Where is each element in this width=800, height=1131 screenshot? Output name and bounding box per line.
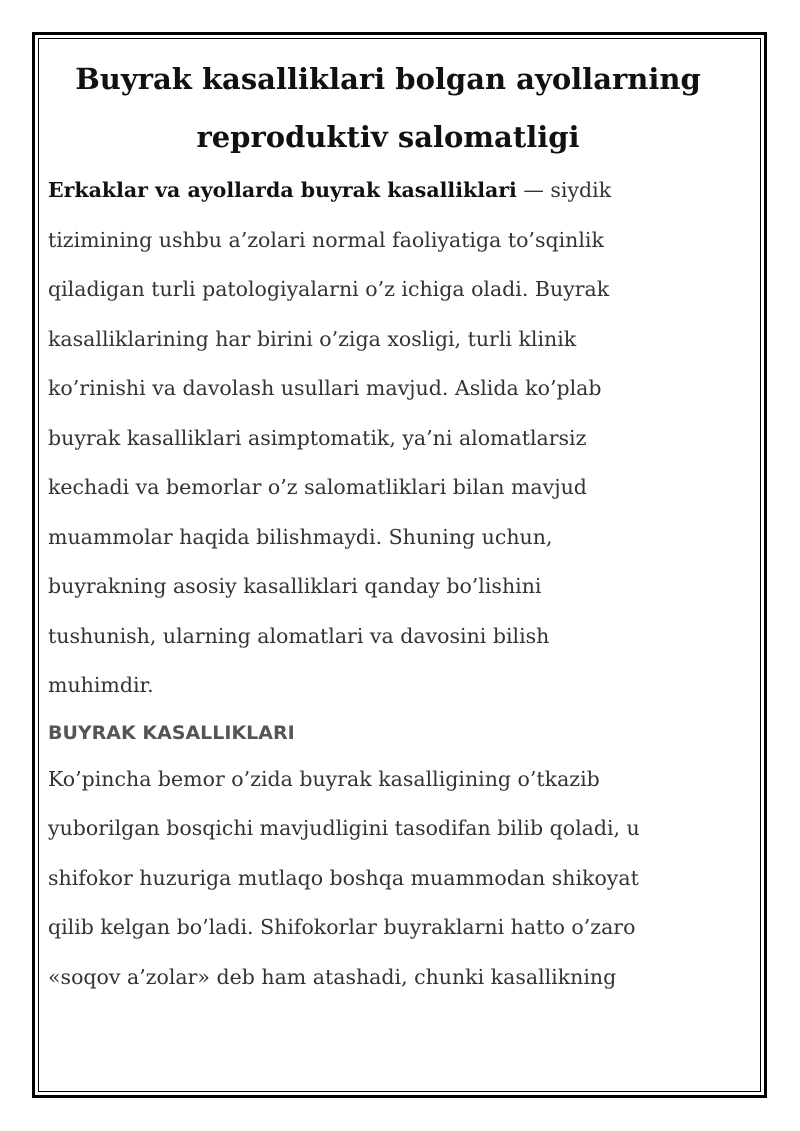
- paragraph-line: tushunish, ularning alomatlari va davosini bilish: [48, 623, 550, 648]
- paragraph-line: yuborilgan bosqichi mavjudligini tasodifan bilib qoladi, u: [48, 816, 640, 840]
- paragraph-line: ko’rinishi va davolash usullari mavjud. Aslida ko’plab: [48, 376, 602, 400]
- paragraph-line: kechadi va bemorlar o’z salomatliklari bilan mavjud: [48, 475, 587, 499]
- paragraph-line: buyrakning asosiy kasalliklari qanday bo’lishini: [48, 574, 542, 598]
- paragraph-line: «soqov a’zolar» deb ham atashadi, chunki kasallikning: [48, 964, 617, 989]
- paragraph-line: qilib kelgan bo’ladi. Shifokorlar buyraklarni hatto o’zaro: [48, 915, 636, 939]
- paragraph-line: shifokor huzuriga mutlaqo boshqa muammodan shikoyat: [48, 865, 639, 890]
- paragraph-line: Ko’pincha bemor o’zida buyrak kasalligining o’tkazib: [48, 766, 600, 791]
- paragraph-line: muammolar haqida bilishmaydi. Shuning uchun,: [48, 524, 553, 549]
- intro-first-line: [48, 166, 728, 216]
- intro-paragraph: [48, 166, 728, 711]
- title-line: reproduktiv salomatligi: [196, 120, 580, 154]
- intro-lead-term: Erkaklar va ayollarda buyrak kasalliklari: [48, 178, 517, 202]
- intro-lead-suffix: — siydik: [516, 178, 612, 202]
- section-paragraph: [48, 755, 728, 1003]
- title-line: Buyrak kasalliklari bolgan ayollarning: [75, 62, 701, 96]
- paragraph-line: kasalliklarining har birini o’ziga xosligi, turli klinik: [48, 326, 577, 351]
- document-body: [48, 50, 728, 1002]
- paragraph-line: muhimdir.: [48, 673, 154, 697]
- section-heading: BUYRAK KASALLIKLARI: [48, 721, 295, 744]
- paragraph-line: tizimining ushbu a’zolari normal faoliyatiga to’sqinlik: [48, 227, 604, 252]
- paragraph-line: buyrak kasalliklari asimptomatik, ya’ni alomatlarsiz: [48, 425, 587, 450]
- document-title: [48, 50, 728, 166]
- paragraph-line: qiladigan turli patologiyalarni o’z ichiga oladi. Buyrak: [48, 277, 610, 301]
